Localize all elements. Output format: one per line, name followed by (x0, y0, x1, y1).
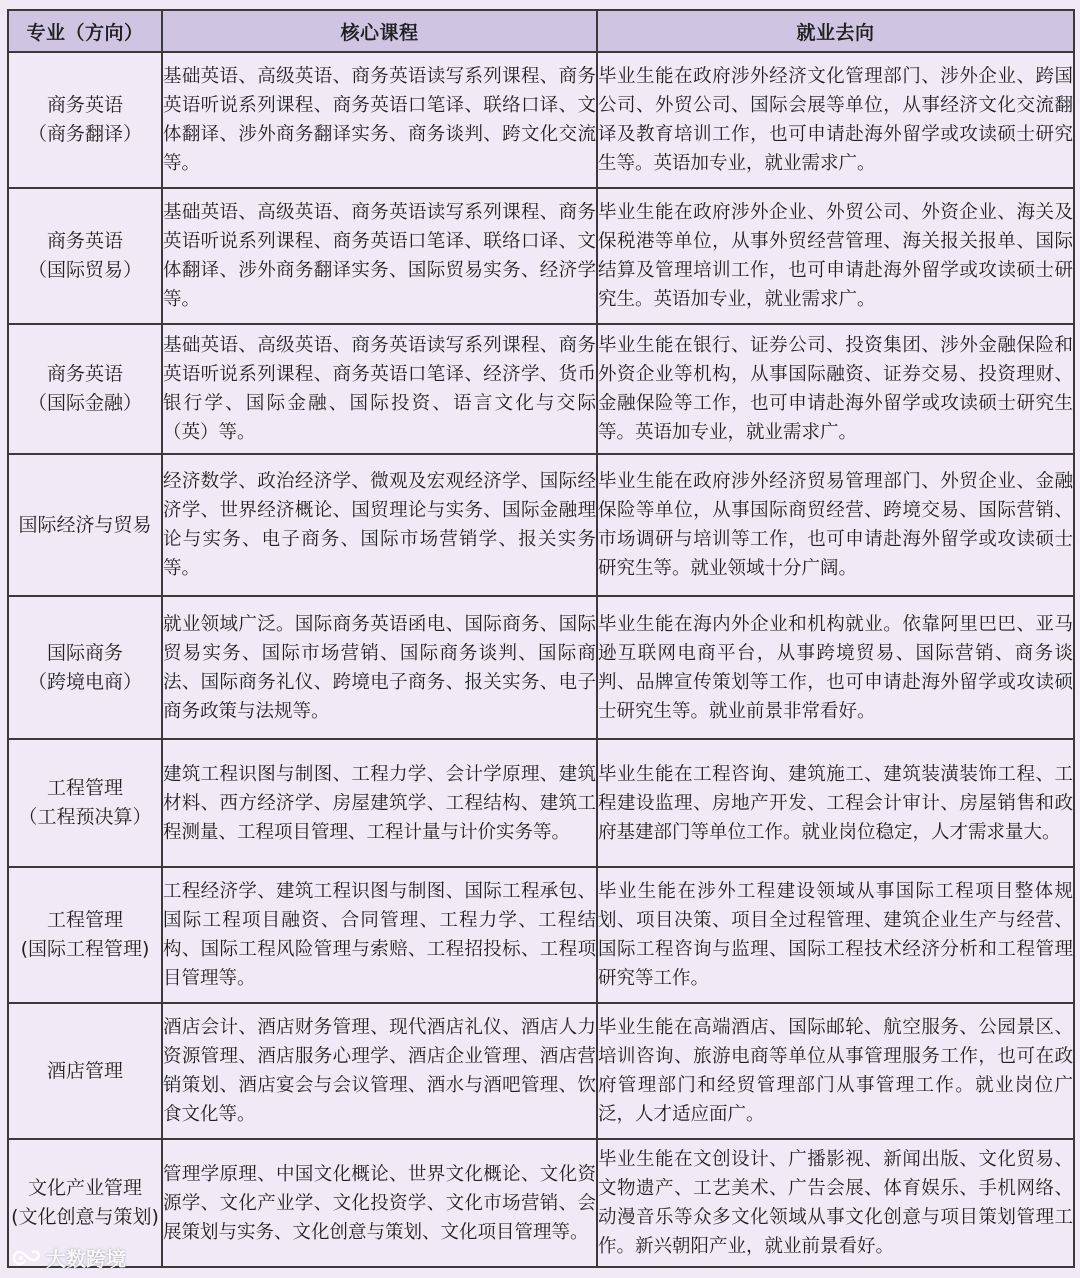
table-row (8, 1139, 1074, 1267)
major-direction: (国际工程管理) (20, 938, 150, 960)
major-name: 商务英语 (46, 230, 123, 252)
major-direction: （工程预决算） (18, 806, 152, 828)
major-direction: (文化创意与策划) (11, 1206, 159, 1228)
major-cell (8, 454, 162, 596)
table-row (8, 454, 1074, 596)
courses-cell: 酒店会计、酒店财务管理、现代酒店礼仪、酒店人力资源管理、酒店服务心理学、酒店企业管理、酒店营销策划、酒店宴会与会议管理、酒水与酒吧管理、饮食文化等。 (162, 1003, 597, 1139)
courses-cell: 基础英语、高级英语、商务英语读写系列课程、商务英语听说系列课程、商务英语口笔译、经济学、货币银行学、国际金融、国际投资、语言文化与交际（英）等。 (162, 324, 597, 454)
courses-cell: 工程经济学、建筑工程识图与制图、国际工程承包、国际工程项目融资、合同管理、工程力学、工程结构、国际工程风险管理与索赔、工程招投标、工程项目管理等。 (162, 867, 597, 1003)
courses-cell: 建筑工程识图与制图、工程力学、会计学原理、建筑材料、西方经济学、房屋建筑学、工程结构、建筑工程测量、工程项目管理、工程计量与计价实务等。 (162, 739, 597, 867)
careers-cell: 毕业生能在政府涉外经济文化管理部门、涉外企业、跨国公司、外贸公司、国际会展等单位，从事经济文化交流翻译及教育培训工作，也可申请赴海外留学或攻读硕士研究生等。英语加专业，就业需求广。 (597, 52, 1074, 188)
table-row (8, 188, 1074, 324)
courses-cell: 管理学原理、中国文化概论、世界文化概论、文化资源学、文化产业学、文化投资学、文化市场营销、会展策划与实务、文化创意与策划、文化项目管理等。 (162, 1139, 597, 1267)
major-name: 酒店管理 (46, 1059, 123, 1082)
major-name: 文化产业管理 (27, 1177, 142, 1199)
careers-cell: 毕业生能在海内外企业和机构就业。依靠阿里巴巴、亚马逊互联网电商平台，从事跨境贸易、国际营销、商务谈判、品牌宣传策划等工作，也可申请赴海外留学或攻读硕士研究生等。就业前景非常看好。 (597, 596, 1074, 739)
careers-cell: 毕业生能在工程咨询、建筑施工、建筑装潢装饰工程、工程建设监理、房地产开发、工程会计审计、房屋销售和政府基建部门等单位工作。就业岗位稳定，人才需求量大。 (597, 739, 1074, 867)
major-cell (8, 324, 162, 454)
courses-cell: 基础英语、高级英语、商务英语读写系列课程、商务英语听说系列课程、商务英语口笔译、联络口译、文体翻译、涉外商务翻译实务、商务谈判、跨文化交流等。 (162, 52, 597, 188)
table-header-row (8, 10, 1074, 52)
table-row (8, 739, 1074, 867)
table-row (8, 324, 1074, 454)
programs-table (7, 9, 1075, 1268)
careers-cell: 毕业生能在政府涉外企业、外贸公司、外资企业、海关及保税港等单位，从事外贸经营管理、海关报关报单、国际结算及管理培训工作，也可申请赴海外留学或攻读硕士研究生。英语加专业，就业需求广。 (597, 188, 1074, 324)
major-cell (8, 739, 162, 867)
major-cell (8, 596, 162, 739)
major-cell (8, 52, 162, 188)
table-row (8, 596, 1074, 739)
courses-cell: 就业领域广泛。国际商务英语函电、国际商务、国际贸易实务、国际市场营销、国际商务谈判、国际商法、国际商务礼仪、跨境电子商务、报关实务、电子商务政策与法规等。 (162, 596, 597, 739)
major-cell (8, 1003, 162, 1139)
table-row (8, 52, 1074, 188)
major-direction: （国际金融） (27, 392, 142, 414)
header-careers: 就业去向 (597, 10, 1074, 52)
major-direction: （国际贸易） (27, 259, 142, 281)
watermark-text: 大数跨境 (46, 1247, 126, 1271)
major-name: 工程管理 (46, 777, 123, 799)
courses-cell: 经济数学、政治经济学、微观及宏观经济学、国际经济学、世界经济概论、国贸理论与实务、国际金融理论与实务、电子商务、国际市场营销学、报关实务等。 (162, 454, 597, 596)
careers-cell: 毕业生能在涉外工程建设领域从事国际工程项目整体规划、项目决策、项目全过程管理、建筑企业生产与经营、国际工程咨询与监理、国际工程技术经济分析和工程管理研究等工作。 (597, 867, 1074, 1003)
table-row (8, 1003, 1074, 1139)
major-direction: （跨境电商） (27, 670, 142, 693)
major-cell (8, 188, 162, 324)
major-name: 工程管理 (46, 909, 123, 931)
header-courses: 核心课程 (162, 10, 597, 52)
careers-cell: 毕业生能在银行、证券公司、投资集团、涉外金融保险和外资企业等机构，从事国际融资、证券交易、投资理财、金融保险等工作，也可申请赴海外留学或攻读硕士研究生等。英语加专业，就业需求广。 (597, 324, 1074, 454)
major-name: 商务英语 (46, 363, 123, 385)
careers-cell: 毕业生能在文创设计、广播影视、新闻出版、文化贸易、文物遗产、工艺美术、广告会展、体育娱乐、手机网络、动漫音乐等众多文化领域从事文化创意与项目策划管理工作。新兴朝阳产业，就业前景看好。 (597, 1139, 1074, 1267)
major-cell (8, 867, 162, 1003)
careers-cell: 毕业生能在高端酒店、国际邮轮、航空服务、公园景区、培训咨询、旅游电商等单位从事管理服务工作，也可在政府管理部门和经贸管理部门从事管理工作。就业岗位广泛，人才适应面广。 (597, 1003, 1074, 1139)
courses-cell: 基础英语、高级英语、商务英语读写系列课程、商务英语听说系列课程、商务英语口笔译、联络口译、文体翻译、涉外商务翻译实务、国际贸易实务、经济学等。 (162, 188, 597, 324)
major-name: 国际商务 (46, 641, 123, 664)
header-major: 专业（方向） (8, 10, 162, 52)
major-name: 商务英语 (46, 94, 123, 116)
table-row (8, 867, 1074, 1003)
careers-cell: 毕业生能在政府涉外经济贸易管理部门、外贸企业、金融保险等单位，从事国际商贸经营、跨境交易、国际营销、市场调研与培训等工作，也可申请赴海外留学或攻读硕士研究生等。就业领域十分广阔。 (597, 454, 1074, 596)
major-direction: （商务翻译） (27, 123, 142, 145)
watermark (10, 1243, 126, 1272)
brand-logo-icon (10, 1247, 42, 1269)
major-name: 国际经济与贸易 (18, 513, 152, 536)
